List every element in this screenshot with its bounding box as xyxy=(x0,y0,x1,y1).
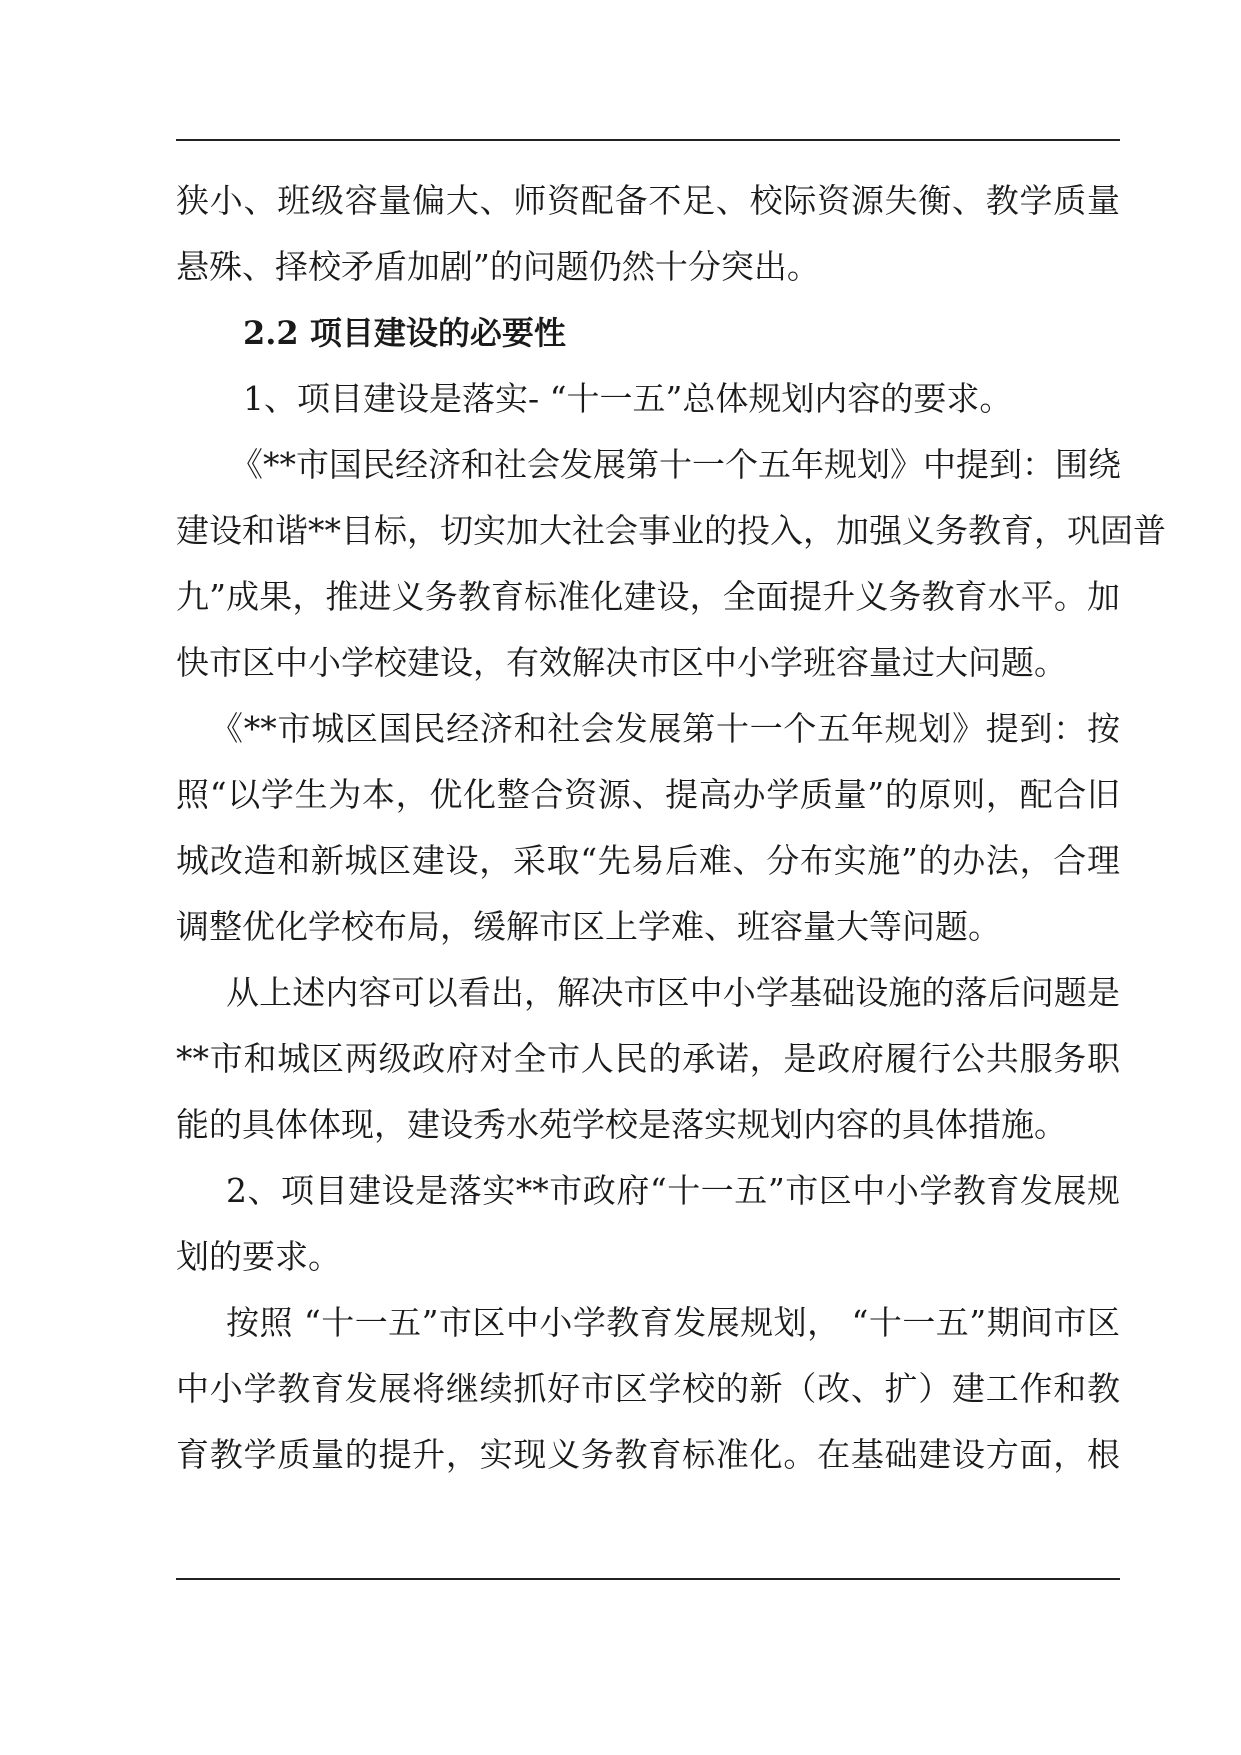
body-line: 快市区中小学校建设，有效解决市区中小学班容量过大问题。 xyxy=(176,643,1067,682)
footer-rule xyxy=(176,1578,1120,1580)
body-line: 狭小、班级容量偏大、师资配备不足、校际资源失衡、教学质量 xyxy=(176,181,1120,220)
body-line: 2、项目建设是落实**市政府“十一五”市区中小学教育发展规 xyxy=(226,1171,1120,1210)
body-line: 育教学质量的提升，实现义务教育标准化。在基础建设方面，根 xyxy=(176,1435,1120,1474)
body-line: 《**市国民经济和社会发展第十一个五年规划》中提到：围绕 xyxy=(230,445,1121,484)
body-line: 1、项目建设是落实- “十一五”总体规划内容的要求。 xyxy=(243,379,1013,418)
body-line: 从上述内容可以看出，解决市区中小学基础设施的落后问题是 xyxy=(226,973,1120,1012)
body-line: 中小学教育发展将继续抓好市区学校的新（改、扩）建工作和教 xyxy=(176,1369,1120,1408)
body-line: 照“以学生为本，优化整合资源、提高办学质量”的原则，配合旧 xyxy=(176,775,1120,814)
body-line: 悬殊、择校矛盾加剧”的问题仍然十分突出。 xyxy=(176,247,820,286)
body-line: 建设和谐**目标，切实加大社会事业的投入，加强义务教育，巩固普 xyxy=(176,511,1166,550)
body-line: 九”成果，推进义务教育标准化建设，全面提升义务教育水平。加 xyxy=(176,577,1120,616)
body-line: 《**市城区国民经济和社会发展第十一个五年规划》提到：按 xyxy=(210,709,1120,748)
body-line: 划的要求。 xyxy=(176,1237,341,1276)
header-rule xyxy=(176,139,1120,141)
body-line: 能的具体体现，建设秀水苑学校是落实规划内容的具体措施。 xyxy=(176,1105,1067,1144)
body-line: 城改造和新城区建设，采取“先易后难、分布实施”的办法，合理 xyxy=(176,841,1120,880)
body-line: 调整优化学校布局，缓解市区上学难、班容量大等问题。 xyxy=(176,907,1001,946)
section-heading: 2.2 项目建设的必要性 xyxy=(243,314,566,352)
body-line: 按照 “十一五”市区中小学教育发展规划， “十一五”期间市区 xyxy=(226,1303,1120,1342)
body-line: **市和城区两级政府对全市人民的承诺，是政府履行公共服务职 xyxy=(176,1039,1120,1078)
